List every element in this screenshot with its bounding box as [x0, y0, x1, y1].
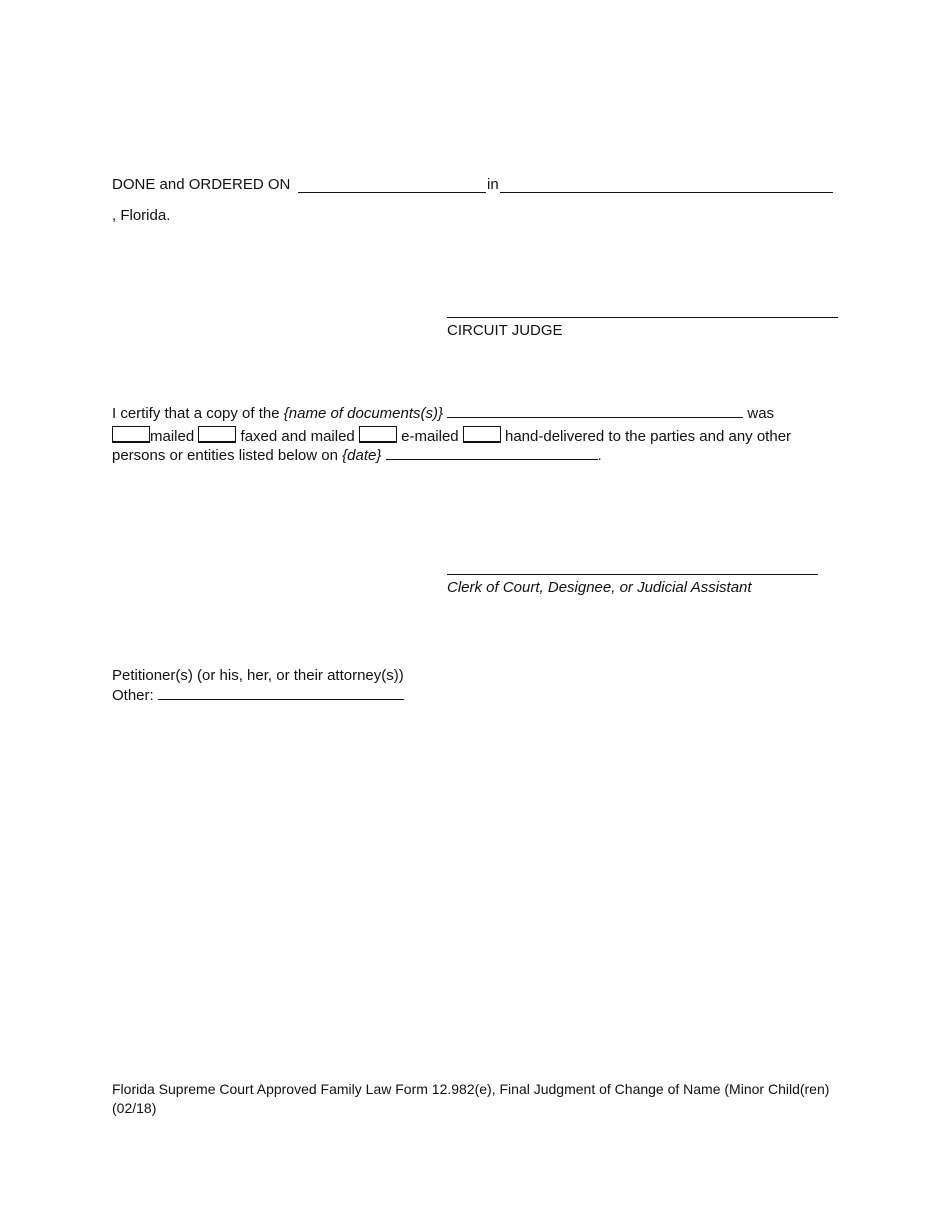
- hand-delivered-label: hand-delivered to the parties and any other: [505, 428, 792, 445]
- emailed-checkbox[interactable]: [359, 426, 397, 443]
- certify-line-1: [112, 405, 774, 422]
- order-date-field[interactable]: [298, 192, 486, 193]
- petitioner-label: Petitioner(s) (or his, her, or their attorney(s)): [112, 667, 404, 684]
- clerk-label: Clerk of Court, Designee, or Judicial Assistant: [447, 579, 752, 596]
- faxed-mailed-label: faxed and mailed: [240, 428, 355, 445]
- florida-comma: ,: [112, 207, 117, 224]
- period: .: [597, 447, 602, 464]
- was-label: was: [747, 405, 775, 422]
- certify-line-2: [112, 426, 791, 445]
- mailed-label: mailed: [150, 428, 195, 445]
- other-field[interactable]: [158, 687, 404, 700]
- documents-placeholder: {name of documents(s)}: [283, 405, 444, 422]
- other-line: [112, 687, 404, 704]
- done-ordered-label: DONE and ORDERED ON: [112, 176, 291, 193]
- persons-prefix: persons or entities listed below on: [112, 447, 338, 464]
- mailed-checkbox[interactable]: [112, 426, 150, 443]
- in-label: in: [487, 176, 499, 193]
- faxed-mailed-checkbox[interactable]: [198, 426, 236, 443]
- certify-line-3: [112, 447, 602, 464]
- judge-signature-line[interactable]: [447, 317, 838, 318]
- emailed-label: e-mailed: [401, 428, 459, 445]
- footer-form-title: Florida Supreme Court Approved Family Law Form 12.982(e), Final Judgment of Change of Name (Minor Child(ren): [112, 1081, 830, 1097]
- florida-label: Florida.: [120, 207, 171, 224]
- florida-line: [112, 207, 170, 224]
- hand-delivered-checkbox[interactable]: [463, 426, 501, 443]
- circuit-judge-label: CIRCUIT JUDGE: [447, 322, 563, 339]
- footer-form-date: (02/18): [112, 1100, 157, 1116]
- certify-prefix: I certify that a copy of the: [112, 405, 280, 422]
- clerk-signature-line[interactable]: [447, 574, 818, 575]
- other-label: Other:: [112, 687, 154, 704]
- order-county-field[interactable]: [500, 192, 833, 193]
- date-placeholder: {date}: [342, 447, 382, 464]
- documents-field[interactable]: [447, 405, 743, 418]
- date-field[interactable]: [386, 447, 598, 460]
